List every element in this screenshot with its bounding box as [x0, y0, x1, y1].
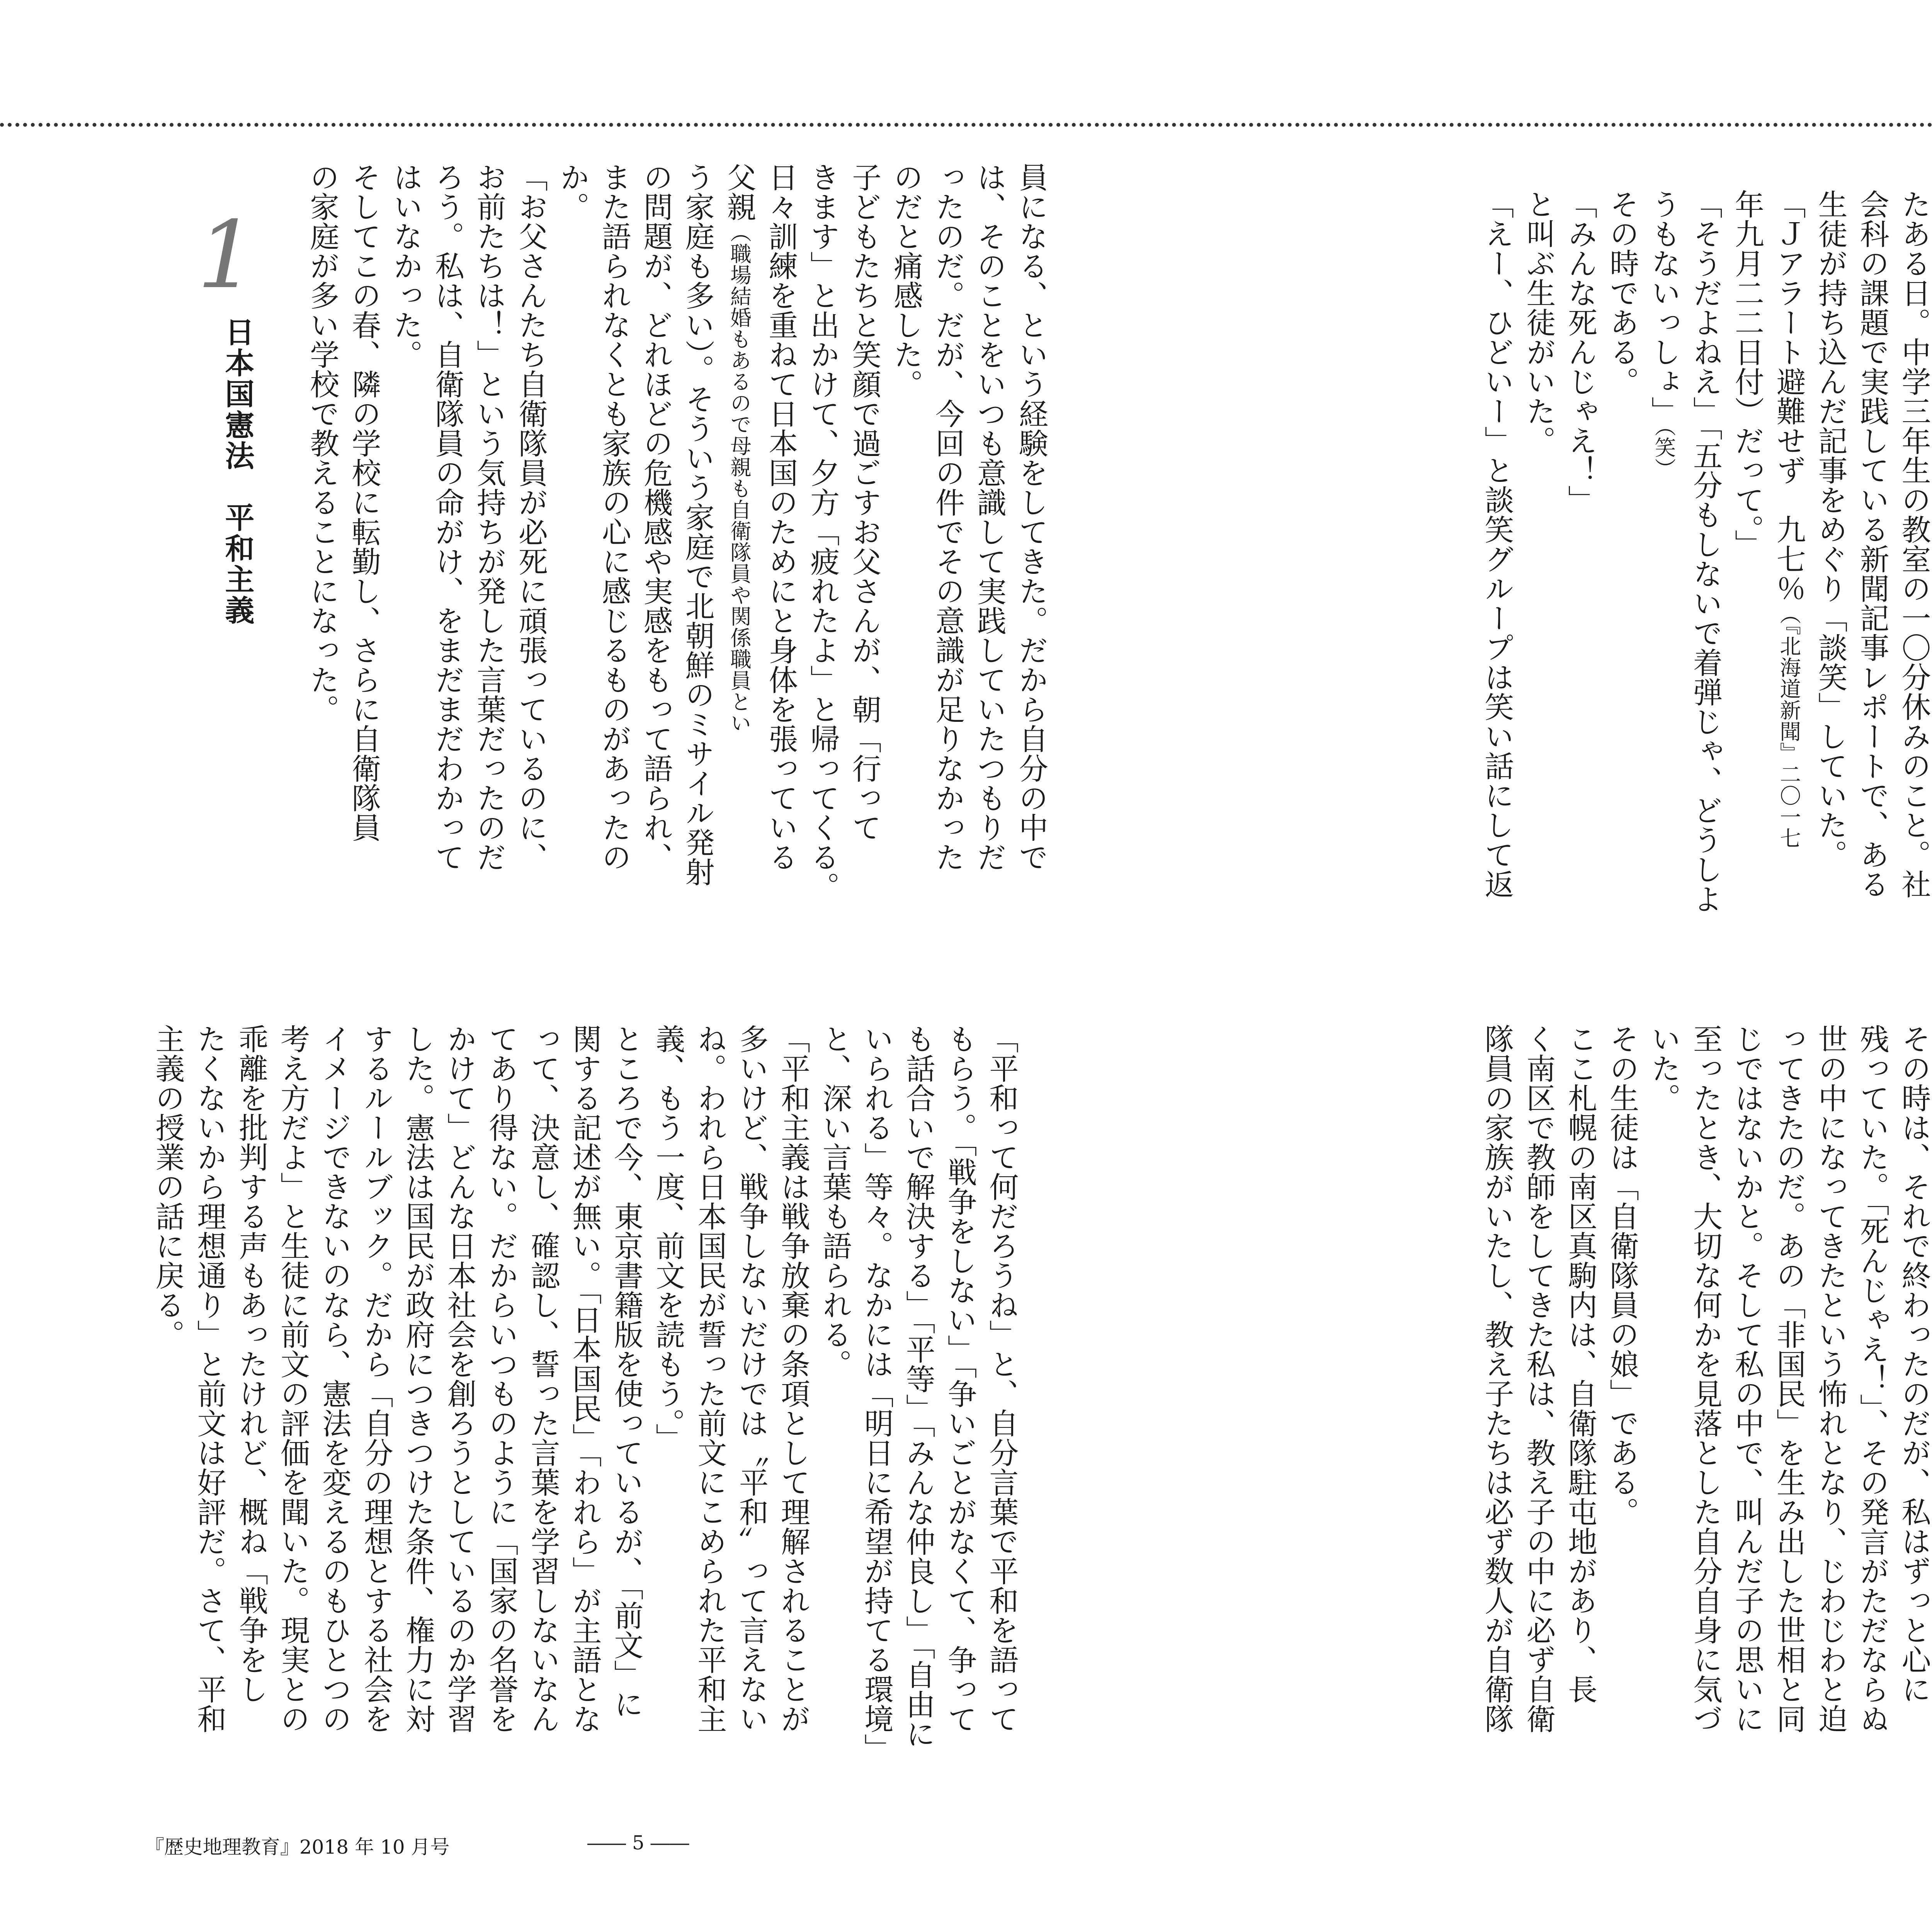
- page5-upper-text: [301, 162, 1052, 993]
- text-line: 至ったとき、大切な何かを見落とした自分自身に気づ: [1688, 1024, 1723, 1733]
- text-line: 会科の課題で実践している新聞記事レポートで、ある: [1855, 189, 1890, 899]
- text-line: もらう。「戦争をしない」「争いごとがなくて、争って: [943, 1024, 978, 1734]
- text-line: ろう。私は、自衛隊員の命がけ、をまだまだわかって: [430, 162, 465, 872]
- text-line: てあり得ない。だからいつものように「国家の名誉を: [484, 1024, 519, 1733]
- text-line: 関する記述が無い。「日本国民」「われら」が主語とな: [567, 1024, 602, 1734]
- text-line: く南区で教師をしてきた私は、教え子の中に必ず自衛: [1521, 1024, 1556, 1733]
- text-line: 員になる、という経験をしてきた。だから自分の中で: [1014, 162, 1049, 872]
- text-line: 「Ｊアラート避難せず 九七％（『北海道新聞』二〇一七: [1772, 189, 1806, 849]
- text-line: いた。: [1646, 1024, 1681, 1113]
- text-line: 「お父さんたち自衛隊員が必死に頑張っているのに、: [514, 162, 548, 872]
- text-line: ここ札幌の南区真駒内は、自衛隊駐屯地があり、長: [1563, 1024, 1598, 1704]
- text-line: かけて」どんな日本社会を創ろうとしているのか学習: [442, 1024, 477, 1733]
- text-line: 乖離を批判する声もあったけれど、概ね「戦争をし: [234, 1024, 269, 1704]
- text-line: するルールブック。だから「自分の理想とする社会を: [359, 1024, 394, 1733]
- text-line: いられる」等々。なかには「明日に希望が持てる環境」: [859, 1024, 894, 1763]
- workplace-note: （職場結婚もあるので母親も自衛隊員や関係職員とい: [726, 221, 752, 734]
- text-line: イメージできないのなら、憲法を変えるのもひとつの: [317, 1024, 352, 1733]
- text-line: 「平和って何だろうね」と、自分言葉で平和を語って: [985, 1024, 1019, 1733]
- text-line: 多いけど、戦争しないだけでは〝平和〟って言えない: [734, 1024, 769, 1733]
- text-line: たくないから理想通り」と前文は好評だ。さて、平和: [192, 1024, 227, 1733]
- text-line: 子どもたちと笑顔で過ごすお父さんが、朝「行って: [847, 162, 882, 842]
- text-line: じではないかと。そして私の中で、叫んだ子の思いに: [1730, 1024, 1765, 1733]
- text-line: 隊員の家族がいたし、教え子たちは必ず数人が自衛隊: [1480, 1024, 1514, 1733]
- footer-journal-name: 『歴史地理教育』2018 年 10 月号: [145, 1836, 450, 1858]
- page-number-5: ―― 5 ――: [587, 1832, 689, 1854]
- text-line: した。憲法は国民が政府につきつけた条件、権力に対: [401, 1024, 435, 1733]
- text-line: って、決意し、確認し、誓った言葉を学習しないなん: [526, 1024, 561, 1733]
- text-line: ったのだ。だが、今回の件でその意識が足りなかった: [930, 162, 965, 872]
- text-line: 父親（職場結婚もあるので母親も自衛隊員や関係職員とい: [722, 162, 757, 734]
- text-line: ね。われら日本国民が誓った前文にこめられた平和主: [692, 1024, 727, 1733]
- text-line: 「みんな死んじゃえ！」: [1563, 189, 1598, 515]
- text-line: そしてこの春、隣の学校に転勤し、さらに自衛隊員: [347, 162, 381, 842]
- text-line: う家庭も多い）。そういう家庭で北朝鮮のミサイル発射: [680, 162, 715, 887]
- text-line: も話合いで解決する」「平等」「みんな仲良し」「自由に: [901, 1024, 936, 1749]
- page4-upper-text: [1476, 189, 1932, 981]
- text-line: はいなかった。: [388, 162, 423, 369]
- source-note: （『北海道新聞』二〇一七: [1776, 603, 1801, 849]
- text-line: の問題が、どれほどの危機感や実感をもって語られ、: [639, 162, 673, 872]
- text-line: また語られなくとも家族の心に感じるものがあったの: [597, 162, 632, 872]
- header-dotted-rule: [0, 123, 1932, 127]
- text-line: 「そうだよねえ」「五分もしないで着弾じゃ、どうしよ: [1688, 189, 1723, 914]
- text-line: 年九月二二日付）だって。」: [1730, 189, 1765, 559]
- page5-lower-text: [147, 1024, 1022, 1820]
- text-line: その生徒は「自衛隊員の娘」である。: [1605, 1024, 1639, 1527]
- text-line: ってきたのだ。あの「非国民」を生み出した世相と同: [1772, 1024, 1806, 1733]
- text-line: きます」と出かけて、夕方「疲れたよ」と帰ってくる。: [805, 162, 840, 902]
- text-line: 世の中になってきたという怖れとなり、じわじわと迫: [1813, 1024, 1848, 1733]
- text-line: 考え方だよ」と生徒に前文の評価を聞いた。現実との: [276, 1024, 310, 1733]
- text-line: 「平和主義は戦争放棄の条項として理解されることが: [776, 1024, 811, 1733]
- text-line: 生徒が持ち込んだ記事をめぐり「談笑」していた。: [1813, 189, 1848, 869]
- laugh-note: （笑）: [1651, 426, 1676, 480]
- text-line: その時である。: [1605, 189, 1639, 396]
- text-line: たある日。中学三年生の教室の一〇分休みのこと。社: [1896, 189, 1931, 899]
- text-line: ところで今、東京書籍版を使っているが、「前文」に: [609, 1024, 644, 1719]
- text-line: と、深い言葉も語られる。: [818, 1024, 852, 1379]
- text-line: 主義の授業の話に戻る。: [150, 1024, 185, 1349]
- text-line: は、そのことをいつも意識して実践していたつもりだ: [972, 162, 1007, 872]
- text-line: 残っていた。「死んじゃえ！」、その発言がただならぬ: [1855, 1024, 1890, 1734]
- text-line: のだと痛感した。: [889, 162, 923, 399]
- text-line: お前たちは！」という気持ちが発した言葉だったのだ: [472, 162, 507, 872]
- text-line: 日々訓練を重ねて日本国のためにと身体を張っている: [764, 162, 798, 872]
- page4-lower-text: [1476, 1024, 1932, 1820]
- text-line: うもないっしょ」（笑）: [1646, 189, 1681, 480]
- text-line: 義、もう一度、前文を読もう。」: [651, 1024, 685, 1453]
- text-line: その時は、それで終わったのだが、私はずっと心に: [1896, 1024, 1931, 1704]
- text-line: の家庭が多い学校で教えることになった。: [305, 162, 340, 724]
- section-title: 日本国憲法 平和主義: [220, 317, 255, 626]
- section-number: 1: [197, 201, 256, 309]
- text-line: か。: [555, 162, 590, 221]
- text-line: 「えー、ひどいー」と談笑グループは笑い話にして返: [1480, 189, 1514, 899]
- text-line: と叫ぶ生徒がいた。: [1521, 189, 1556, 456]
